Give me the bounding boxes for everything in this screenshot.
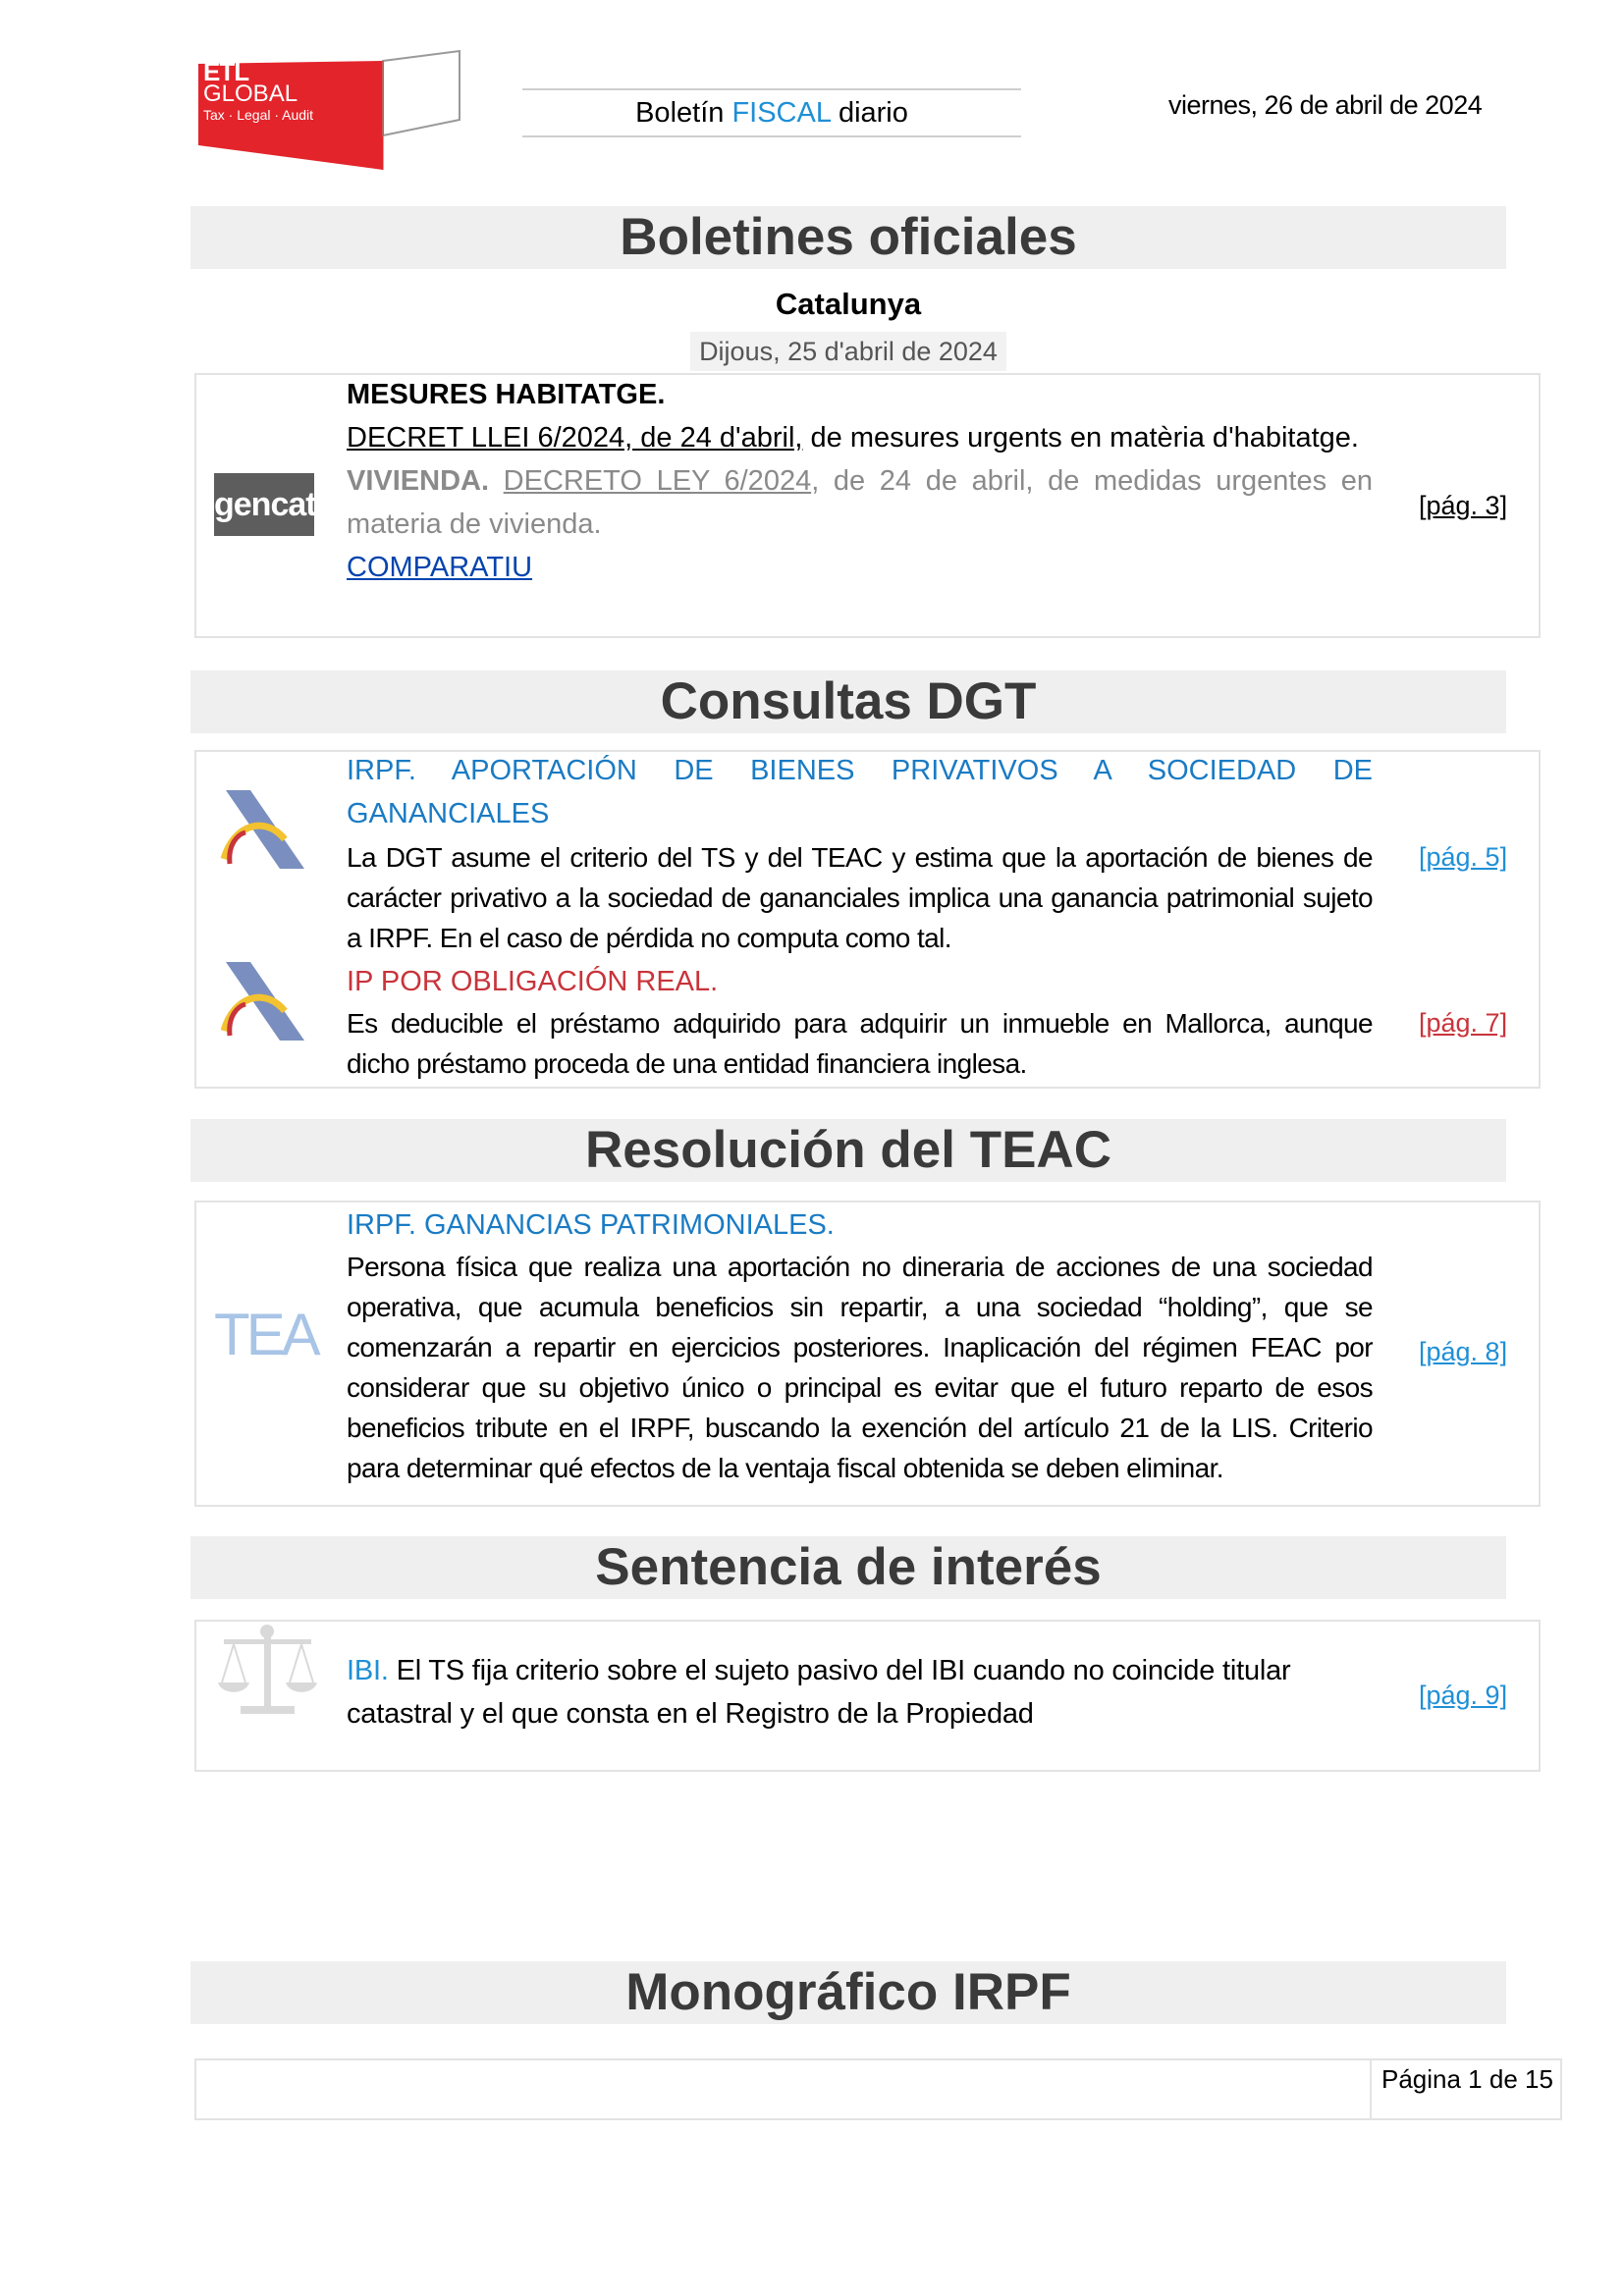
comparatiu-row — [347, 546, 1373, 589]
page-ref-5[interactable]: [pág. 5] — [1419, 842, 1508, 872]
decreto-link[interactable]: DECRETO LEY 6/2024 — [503, 465, 812, 497]
sentencia-item — [347, 1649, 1380, 1735]
page-ref-3[interactable]: [pág. 3] — [1419, 491, 1508, 520]
teac-body: Persona física que realiza una aportación no dineraria de acciones de una sociedad operativa, que acumula beneficios sin repartir, a una sociedad “holding”, que se comenzarán a repartir en ejercicios posteriores. Inaplicación del régimen FEAC por considerar que su objetivo único o principal es evitar que el futuro reparto de esos beneficios tribute en el IRPF, buscando la exención del artículo 21 de la LIS. Criterio para determinar qué efectos de la ventaja fiscal obtenida se deben eliminar. — [347, 1252, 1373, 1483]
aeat-logo-1 — [216, 785, 314, 874]
dgt-item-1-body: La DGT asume el criterio del TS y del TEAC y estima que la aportación de bienes de carácter privativo a la sociedad de gananciales implica una ganancia patrimonial sujeto a IRPF. En el caso de pérdida no computa como tal. — [347, 842, 1373, 953]
logo-etl: ETL — [203, 57, 249, 86]
bulletin-accent: FISCAL — [731, 97, 831, 129]
section-title-dgt: Consultas DGT — [190, 670, 1506, 733]
region-title: Catalunya — [775, 287, 922, 321]
decreto-heading: VIVIENDA. — [347, 465, 490, 497]
decree-text — [347, 416, 1373, 459]
comparatiu-link[interactable]: COMPARATIU — [347, 552, 533, 583]
boletines-item — [347, 373, 1373, 589]
sentencia-body: El TS fija criterio sobre el sujeto pasivo del IBI cuando no coincide titular catastral y el que consta en el Registro de la Propiedad — [347, 1655, 1291, 1730]
scales-icon — [216, 1622, 319, 1720]
dgt-item-1-heading: IRPF. APORTACIÓN DE BIENES PRIVATIVOS A SOCIEDAD DE GANANCIALES — [347, 755, 1373, 829]
section-title-sentencia: Sentencia de interés — [190, 1536, 1506, 1599]
tea-logo: TEA — [214, 1302, 317, 1367]
logo-text — [203, 59, 313, 122]
dgt-item-2-heading: IP POR OBLIGACIÓN REAL. — [347, 966, 719, 997]
decree-link[interactable]: DECRET LLEI 6/2024, de 24 d'abril, — [347, 422, 803, 454]
page-number: Página 1 de 15 — [1381, 2064, 1553, 2094]
decreto-text — [347, 459, 1373, 546]
bulletin-suffix: diario — [830, 97, 908, 129]
dgt-item-2-body: Es deducible el préstamo adquirido para adquirir un inmueble en Mallorca, aunque dicho préstamo proceda de una entidad financiera inglesa. — [347, 1008, 1373, 1079]
header-date: viernes, 26 de abril de 2024 — [1168, 90, 1483, 120]
teac-heading: IRPF. GANANCIAS PATRIMONIALES. — [347, 1209, 835, 1241]
item-heading: MESURES HABITATGE. — [347, 379, 666, 410]
aeat-logo-2 — [216, 957, 314, 1045]
section-title-boletines: Boletines oficiales — [190, 206, 1506, 269]
page-ref-7[interactable]: [pág. 7] — [1419, 1008, 1508, 1038]
decree-rest: de mesures urgents en matèria d'habitatge. — [802, 422, 1359, 454]
section-title-teac: Resolución del TEAC — [190, 1119, 1506, 1182]
sentencia-heading: IBI. — [347, 1655, 389, 1686]
decreto-rest: , de 24 de abril, de medidas urgentes en materia de vivienda. — [347, 465, 1373, 540]
section-title-monografico: Monográfico IRPF — [190, 1961, 1506, 2024]
footer-box — [194, 2058, 1562, 2120]
region-date: Dijous, 25 d'abril de 2024 — [690, 332, 1006, 371]
page-ref-9[interactable]: [pág. 9] — [1419, 1681, 1508, 1710]
gencat-logo — [214, 473, 314, 536]
bulletin-prefix: Boletín — [635, 97, 732, 129]
footer-divider — [1370, 2058, 1372, 2120]
logo-global: GLOBAL — [203, 80, 298, 107]
bulletin-title — [522, 88, 1021, 137]
gencat-logo-text: gencat — [214, 486, 316, 523]
page-ref-8[interactable]: [pág. 8] — [1419, 1337, 1508, 1366]
logo-tagline: Tax · Legal · Audit — [203, 107, 314, 123]
